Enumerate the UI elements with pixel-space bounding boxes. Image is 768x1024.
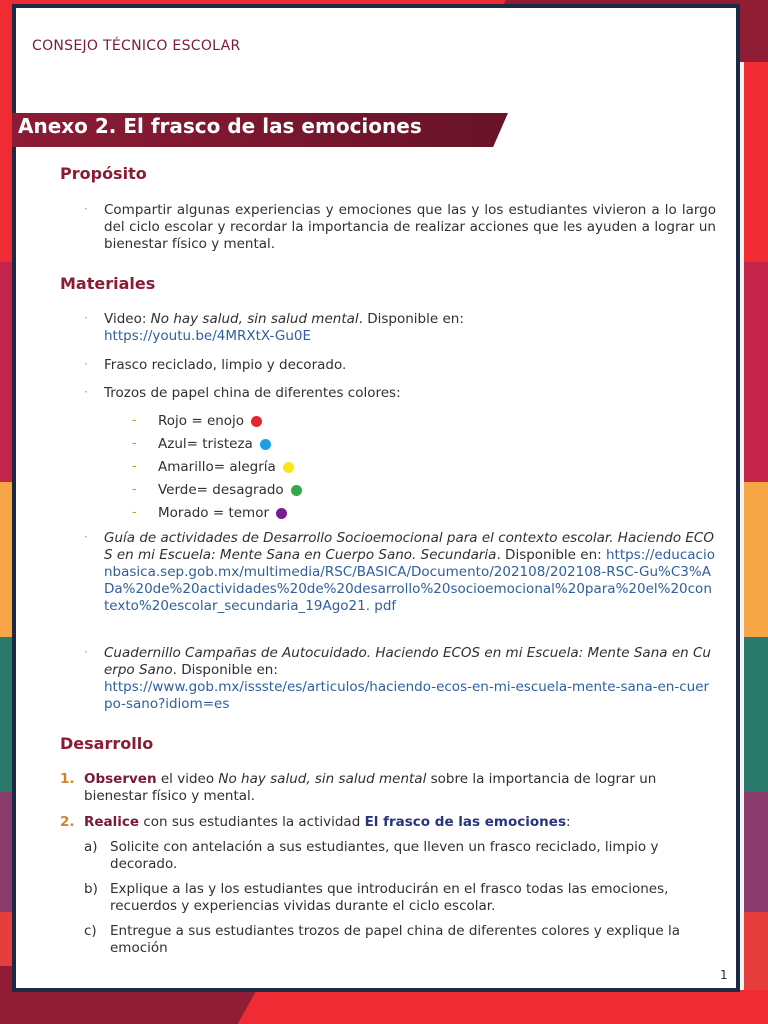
red-dot-icon xyxy=(251,416,262,427)
subitem-letter: a) xyxy=(84,839,98,855)
materials-item-cuadernillo: Cuadernillo Campañas de Autocuidado. Haciendo ECOS en mi Escuela: Mente Sana en Cuerpo Sano. Disponible en: https://www.gob.mx/issste/es/articulos/haciendo-ecos-en-mi-escuela-mente-sana-en-cuerpo-sano?idiom=es xyxy=(104,645,711,712)
cuadernillo-link[interactable]: https://www.gob.mx/issste/es/articulos/haciendo-ecos-en-mi-escuela-mente-sana-en-cuerpo-sano?idiom=es xyxy=(104,679,710,712)
color-item-amarillo: Amarillo= alegría xyxy=(158,459,294,475)
bullet-icon: · xyxy=(84,311,88,325)
green-dot-icon xyxy=(291,485,302,496)
yellow-dot-icon xyxy=(283,462,294,473)
section-heading-desarrollo: Desarrollo xyxy=(60,734,154,753)
bullet-icon: · xyxy=(84,530,88,544)
page-number: 1 xyxy=(720,968,728,982)
materials-item-frasco: Frasco reciclado, limpio y decorado. xyxy=(104,357,347,373)
section-heading-proposito: Propósito xyxy=(60,164,147,183)
dash-icon: - xyxy=(132,482,137,497)
step-number: 1. xyxy=(60,771,75,787)
dash-icon: - xyxy=(132,413,137,428)
subitem-a: Solicite con antelación a sus estudiantes, que lleven un frasco reciclado, limpio y decorado. xyxy=(110,839,659,872)
subitem-b: Explique a las y los estudiantes que introducirán en el frasco todas las emociones, recuerdos y experiencias vividas durante el ciclo escolar. xyxy=(110,881,669,914)
dash-icon: - xyxy=(132,459,137,474)
bullet-icon: · xyxy=(84,645,88,659)
step-2: Realice con sus estudiantes la actividad El frasco de las emociones: xyxy=(84,814,571,830)
page-title: Anexo 2. El frasco de las emociones xyxy=(18,114,422,138)
color-item-verde: Verde= desagrado xyxy=(158,482,302,498)
color-item-azul: Azul= tristeza xyxy=(158,436,271,452)
subitem-letter: c) xyxy=(84,923,97,939)
blue-dot-icon xyxy=(260,439,271,450)
materials-item-video: Video: No hay salud, sin salud mental. Disponible en: https://youtu.be/4MRXtX-Gu0E xyxy=(104,311,464,344)
bullet-icon: · xyxy=(84,357,88,371)
subitem-c: Entregue a sus estudiantes trozos de papel china de diferentes colores y explique la emoción xyxy=(110,923,680,956)
materials-item-papel: Trozos de papel china de diferentes colores: xyxy=(104,385,401,401)
dash-icon: - xyxy=(132,436,137,451)
step-1: Observen el video No hay salud, sin salud mental sobre la importancia de lograr un bienestar físico y mental. xyxy=(84,771,657,804)
document-header: CONSEJO TÉCNICO ESCOLAR xyxy=(32,38,241,54)
section-heading-materiales: Materiales xyxy=(60,274,156,293)
guia-link[interactable]: https://educacionbasica.sep.gob.mx/multimedia/RSC/BASICA/Documento/202108/202108-RSC-Gu%C3%ADa%20de%20actividades%20de%20desarrollo%20socioemocional%20para%20el%20contexto%20escolar_secundaria_19Ago21. pdf xyxy=(104,547,715,614)
video-link[interactable]: https://youtu.be/4MRXtX-Gu0E xyxy=(104,328,311,344)
subitem-letter: b) xyxy=(84,881,98,897)
materials-item-guia: Guía de actividades de Desarrollo Socioemocional para el contexto escolar. Haciendo ECOS en mi Escuela: Mente Sana en Cuerpo Sano. Secundaria. Disponible en: https://educacionbasica.sep.gob.mx/multimedia/RSC/BASICA/Documento/202108/202108-RSC-Gu%C3%ADa%20de%20actividades%20de%20desarrollo%20socioemocional%20para%20el%20contexto%20escolar_secundaria_19Ago21. pdf xyxy=(104,530,715,614)
right-decorative-strips xyxy=(744,0,768,1024)
video-title: No hay salud, sin salud mental xyxy=(150,311,359,327)
color-item-morado: Morado = temor xyxy=(158,505,287,521)
purple-dot-icon xyxy=(276,508,287,519)
bullet-icon: · xyxy=(84,385,88,399)
step-number: 2. xyxy=(60,814,75,830)
proposito-text: Compartir algunas experiencias y emociones que las y los estudiantes vivieron a lo largo del ciclo escolar y recordar la importancia de realizar acciones que les ayuden a lograr un bienestar físico y mental. xyxy=(104,202,716,252)
color-item-rojo: Rojo = enojo xyxy=(158,413,262,429)
bullet-icon: · xyxy=(84,202,88,216)
dash-icon: - xyxy=(132,505,137,520)
